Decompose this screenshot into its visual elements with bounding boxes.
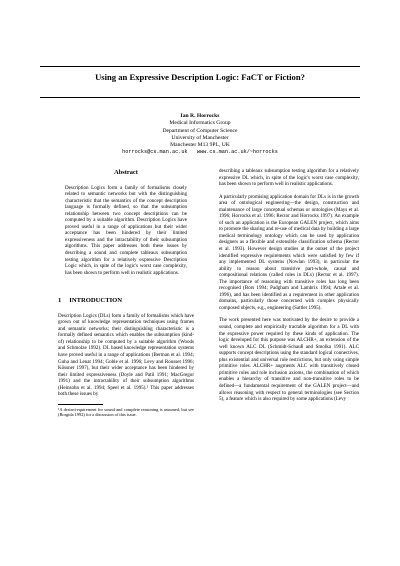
affiliation-line: Medical Informatics Group bbox=[169, 120, 231, 127]
right-column bbox=[219, 168, 359, 409]
body-paragraph: The work presented here was motivated by the desire to provide a sound, complete and empirically tractable algorithm for a DL with the expressive power required by these kinds of application. The logic developed for this purpose was ALCHR+, an extension of the well known ALC DL (Schmidt-Schauß and Smolka 1991). ALC supports concept descriptions using the standard logical connectives, plus existential and universal role restrictions, but only using simple primitive roles. ALCHR+ augments ALC with transitively closed primitive roles and role inclusion axioms, the combination of which enables a hierarchy of transitive and non-transitive roles to be defined—a fundamental requirement of the GALEN project—and allows reasoning with respect to general terminologies (see Section 5), a feature which is also required by some applications (Levy bbox=[219, 317, 359, 403]
body-paragraph: A particularly promising application domain for DLs is in the growth area of ontological engineering—the design, construction and maintenance of large conceptual schemas or ontologies (Mays et al. 1996; Horrocks et al. 1996; Rector and Horrocks 1997). An example of such an application is the European GALEN project, which aims to promote the sharing and re-use of medical data by building a large medical terminology ontology which can be used by application designers as a flexible and extensible classification schema (Rector et al. 1993). However design studies at the outset of the project identified expressive requirements which were satisfied by few if any implemented DL systems (Nowlan 1993), in particular the ability to reason about transitive part-whole, causal and compositional relations (called roles in DLs) (Rector et al. 1997). The importance of reasoning with transitive roles has long been recognised (Bors 1994; Padgham and Lambrix 1994; Artale et al. 1996), and has been identified as a requirement in other application domains, particularly those concerned with complex physically composed objects, e.g., engineering (Sattler 1995). bbox=[219, 193, 359, 311]
body-paragraph: describing a tableaux subsumption testing algorithm for a relatively expressive DL which, in spite of the logic's worst case complexity, has been shown to perform well in realistic applications. bbox=[219, 168, 359, 188]
abstract-heading: Abstract bbox=[114, 169, 138, 176]
author-contact: horrocks@cs.man.ac.uk www.cs.man.ac.uk/~horrocks bbox=[122, 149, 278, 156]
left-column bbox=[58, 170, 194, 418]
section-title: INTRODUCTION bbox=[69, 297, 123, 305]
footnote-rule bbox=[58, 404, 103, 405]
section-number: 1 bbox=[58, 297, 62, 305]
intro-paragraph: Description Logics (DLs) form a family of formalisms which have grown out of knowledge representation techniques using frames and semantic networks; their distinguishing characteristic is a formally defined semantics which enables the subsumption (kind-of) relationship to be computed by a suitable algorithm (Woods and Schmolze 1992). DL based knowledge representation systems have proved useful in a range of applications (Berman et al. 1994; Guha and Lenat 1994; Goble et al. 1996; Levy and Rousset 1996; Kössner 1997), but their wider acceptance has been hindered by their limited expressiveness (Doyle and Patil 1991; MacGregor 1991) and the intractability of their subsumption algorithms (Heinsohn et al. 1994; Speel et al. 1995).¹ This paper addresses both these issues by bbox=[58, 312, 194, 398]
author-name: Ian R. Horrocks bbox=[180, 113, 220, 119]
title-rule-bottom bbox=[40, 97, 360, 98]
section-heading bbox=[58, 298, 194, 305]
affiliation-line: Department of Computer Science bbox=[162, 127, 238, 134]
abstract-text: Description Logics form a family of formalisms closely related to semantic networks but with the distinguishing characteristic that the semantics of the concept description language is formally defined, so that the subsumption relationship between two concept descriptions can be computed by a suitable algorithm. Description Logics have proved useful in a range of applications but their wider acceptance has been hindered by their limited expressiveness and the intractability of their subsumption algorithms. This paper addresses both these issues by describing a sound and complete tableaux subsumption testing algorithm for a relatively expressive Description Logic which, in spite of the logic's worst case complexity, has been shown to perform well in realistic applications. bbox=[65, 184, 187, 276]
affiliation-line: University of Manchester bbox=[171, 134, 229, 141]
footnote: ¹A desire/requirement for sound and complete reasoning is assumed, but see (Borgida 1992) for a discussion of this issue. bbox=[58, 406, 194, 418]
author-block bbox=[40, 113, 360, 157]
affiliation-line: Manchester M13 9PL, UK bbox=[170, 142, 230, 149]
title-rule-top bbox=[40, 66, 360, 67]
paper-title: Using an Expressive Description Logic: FaCT or Fiction? bbox=[95, 72, 305, 82]
